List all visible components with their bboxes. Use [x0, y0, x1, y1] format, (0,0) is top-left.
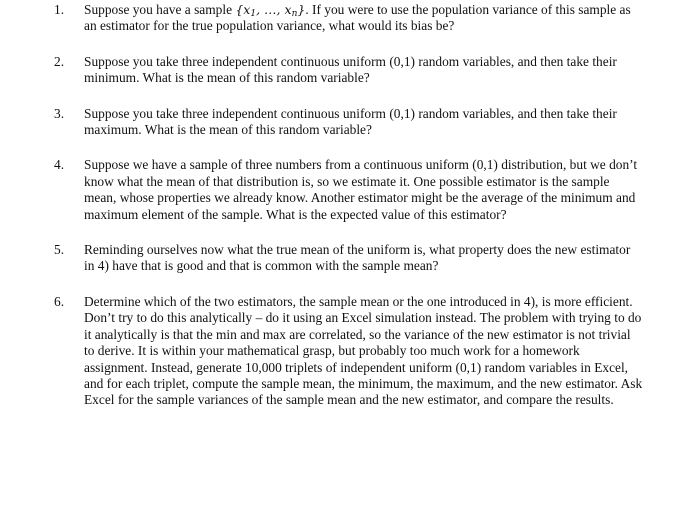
math-subscript-1: 1 [250, 9, 257, 19]
sample-set-formula [235, 2, 305, 17]
question-2 [54, 54, 644, 87]
question-text-before: Suppose you have a sample [84, 2, 236, 17]
question-number: 2. [54, 53, 65, 69]
question-text [84, 2, 644, 35]
question-number: 3. [54, 105, 65, 121]
math-subscript-n: n [291, 9, 298, 19]
question-6 [54, 294, 644, 409]
math-close: } [297, 2, 306, 17]
question-text: Suppose we have a sample of three numbers from a continuous uniform (0,1) distribution, but we don’t know what the mean of that distribution is, so we estimate it. One possible estimator is the sample mean, whose properties we already know. Another estimator might be the average of the minimum and maximum element of the sample. What is the expected value of this estimator? [84, 157, 638, 222]
question-number: 6. [54, 293, 65, 309]
question-text: Suppose you take three independent continuous uniform (0,1) random variables, and then take their maximum. What is the mean of this random variable? [84, 105, 617, 138]
question-5 [54, 242, 644, 275]
question-text-after: . If you were to use the population variance of this sample as an estimator for the true population variance, what would its bias be? [84, 2, 631, 34]
question-text: Determine which of the two estimators, the sample mean or the one introduced in 4), is more efficient. Don’t try to do this analytically – do it using an Excel simulation instead. The problem with trying to do it analytically is that the min and max are correlated, so the variance of the new estimator is not trivial to derive. It is within your mathematical grasp, but probably too much work for a homework assignment. Instead, generate 10,000 triplets of independent uniform (0,1) random variables in Excel, and for each triplet, compute the sample mean, the minimum, the maximum, and the new estimator. Ask Excel for the sample variances of the sample mean and the new estimator, and compare the results. [84, 293, 643, 408]
question-1 [54, 2, 644, 35]
question-number: 5. [54, 242, 65, 258]
question-number: 4. [54, 157, 65, 173]
math-middle: , …, x [256, 2, 292, 17]
question-list [54, 2, 644, 409]
question-text: Suppose you take three independent continuous uniform (0,1) random variables, and then take their minimum. What is the mean of this random variable? [84, 53, 617, 86]
question-4 [54, 157, 644, 223]
math-open: {x [235, 2, 251, 17]
question-3 [54, 106, 644, 139]
question-number: 1. [54, 2, 65, 17]
question-text: Reminding ourselves now what the true mean of the uniform is, what property does the new estimator in 4) have that is good and that is common with the sample mean? [84, 242, 631, 274]
